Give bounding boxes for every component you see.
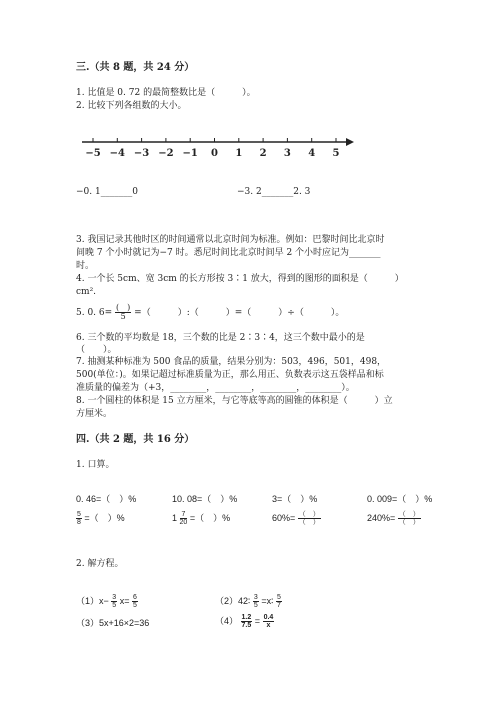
oral-calc-5-fraction <box>76 511 82 526</box>
fraction-denominator: 5 <box>133 602 137 609</box>
question-7-line-1: 7. 抽测某种标准为 500 食品的质量，结果分别为：503，496，501，498， <box>76 357 387 367</box>
number-line-label: 2 <box>259 148 267 159</box>
fraction-denominator: （ ） <box>298 519 320 526</box>
fraction-numerator: （ ） <box>298 511 320 518</box>
oral-calc-8-fraction <box>398 511 421 526</box>
equation-label: （3） <box>76 618 100 628</box>
q5-prefix: 5. 0. 6= <box>76 308 113 318</box>
oral-calc-7-fraction <box>298 511 321 526</box>
question-7-line-3: 准质量的偏差为（+3，________，________，________，________）。 <box>76 383 355 393</box>
question-1: 1. 比值是 0. 72 的最简整数比是（ ）。 <box>76 88 256 98</box>
fraction-numerator: 6 <box>133 594 137 601</box>
question-8-line-1: 8. 一个圆柱的体积是 15 立方厘米，与它等底等高的圆锥的体积是（ ）立 <box>76 396 393 406</box>
number-line <box>80 136 355 166</box>
equations-title: 2. 解方程。 <box>76 559 124 569</box>
fraction-denominator: （ ） <box>398 519 420 526</box>
oral-calc-7 <box>272 511 321 526</box>
compare-right: −3. 2_______2. 3 <box>237 187 311 197</box>
number-line-label: −5 <box>85 148 101 159</box>
question-2: 2. 比较下列各组数的大小。 <box>76 101 187 111</box>
equation-label: （1） <box>76 595 100 606</box>
number-line-label: −3 <box>133 148 150 159</box>
number-line-label: −2 <box>158 148 174 159</box>
section3-heading: 三.（共 8 题，共 24 分） <box>76 62 195 73</box>
fraction-numerator: 0.4 <box>263 614 274 621</box>
equation-label: （2） <box>215 595 239 606</box>
fraction-denominator: 8 <box>77 519 81 526</box>
fraction-denominator: 5 <box>253 602 258 609</box>
oral-calc-title: 1. 口算。 <box>76 460 115 470</box>
q5-rest: =（ ）:（ ）=（ ）÷（ ）。 <box>134 308 345 318</box>
fraction-numerator: 3 <box>112 594 117 601</box>
fraction-numerator: （ ） <box>398 511 420 518</box>
oral-calc-6-rest: =（ ）% <box>189 512 231 523</box>
number-line-label: 4 <box>308 148 316 159</box>
question-8-line-2: 方厘米。 <box>76 409 113 419</box>
oral-calc-6 <box>172 511 230 526</box>
oral-calc-2: 10. 08=（ ）% <box>172 494 238 504</box>
q5-fraction-numerator: ( ) <box>116 303 131 312</box>
fraction-numerator: 5 <box>77 511 81 518</box>
equation-text: 5x+16×2=36 <box>99 618 150 628</box>
question-5 <box>76 304 344 321</box>
question-3-line-1: 3. 我国记录其他时区的时间通常以北京时间为标准。例如：巴黎时间比北京时 <box>76 235 385 245</box>
number-line-label: 1 <box>235 148 243 159</box>
equation-mid: x= <box>119 595 130 606</box>
fraction-denominator: 20 <box>179 519 188 526</box>
compare-left: −0. 1_______0 <box>76 187 138 197</box>
number-line-label: −1 <box>182 148 198 159</box>
question-7-line-2: 500(单位：)。如果记超过标准质量为正，那么用正、负数表示这五袋样品和标 <box>76 370 384 380</box>
equation-1 <box>76 594 138 609</box>
fraction-numerator: 7 <box>181 511 186 518</box>
q5-fraction <box>115 304 131 321</box>
equation-3 <box>76 618 149 629</box>
equation-fraction <box>132 594 138 609</box>
question-6-line-2: （ ）。 <box>76 345 117 355</box>
oral-calc-8-prefix: 240%= <box>367 512 396 523</box>
equation-4 <box>215 614 274 629</box>
fraction-denominator: 7 <box>276 602 281 609</box>
mixed-number-whole: 1 <box>172 512 178 523</box>
section4-heading: 四.（共 2 题，共 16 分） <box>76 434 195 445</box>
equation-2 <box>215 594 282 609</box>
question-4-line-1: 4. 一个长 5cm、宽 3cm 的长方形按 3∶1 放大，得到的图形的面积是（ ） <box>76 274 404 284</box>
equation-fraction <box>276 594 282 609</box>
fraction-denominator: 5 <box>112 602 117 609</box>
equation-fraction <box>241 614 253 629</box>
oral-calc-6-fraction <box>180 511 188 526</box>
question-3-line-2: 间晚 7 个小时就记为−7 时。悉尼时间比北京时间早 2 个小时应记为_______ <box>76 248 381 258</box>
fraction-denominator: 7.5 <box>241 622 252 629</box>
question-4-line-2: cm². <box>76 287 97 297</box>
question-6-line-1: 6. 三个数的平均数是 18，三个数的比是 2∶3∶4，这三个数中最小的是 <box>76 333 365 343</box>
equation-lhs: x− <box>99 595 109 606</box>
oral-calc-5-rest: =（ ）% <box>84 512 125 523</box>
number-line-label: 0 <box>211 148 218 159</box>
equation-label: （4） <box>215 615 239 626</box>
question-3-line-3: 时。 <box>76 261 95 271</box>
fraction-numerator: 1.2 <box>241 614 252 621</box>
oral-calc-5 <box>76 511 125 526</box>
equation-fraction <box>253 594 259 609</box>
oral-calc-4: 0. 009=（ ）% <box>367 494 433 504</box>
q5-fraction-denominator: 5 <box>120 312 126 321</box>
equation-fraction <box>111 594 117 609</box>
oral-calc-7-prefix: 60%= <box>272 512 296 523</box>
fraction-numerator: 3 <box>253 594 258 601</box>
number-line-label: 3 <box>283 148 291 159</box>
number-line-label: 5 <box>332 148 340 159</box>
fraction-numerator: 5 <box>276 594 281 601</box>
oral-calc-1: 0. 46=（ ）% <box>76 494 137 504</box>
oral-calc-8 <box>367 511 421 526</box>
equation-lhs: 42∶ <box>238 595 251 606</box>
oral-calc-3: 3=（ ）% <box>272 494 318 504</box>
number-line-label: −4 <box>109 148 125 159</box>
fraction-denominator: x <box>266 622 271 629</box>
equation-fraction <box>263 614 275 629</box>
equation-mid: = <box>254 615 261 626</box>
equation-mid: =x∶ <box>261 595 274 606</box>
